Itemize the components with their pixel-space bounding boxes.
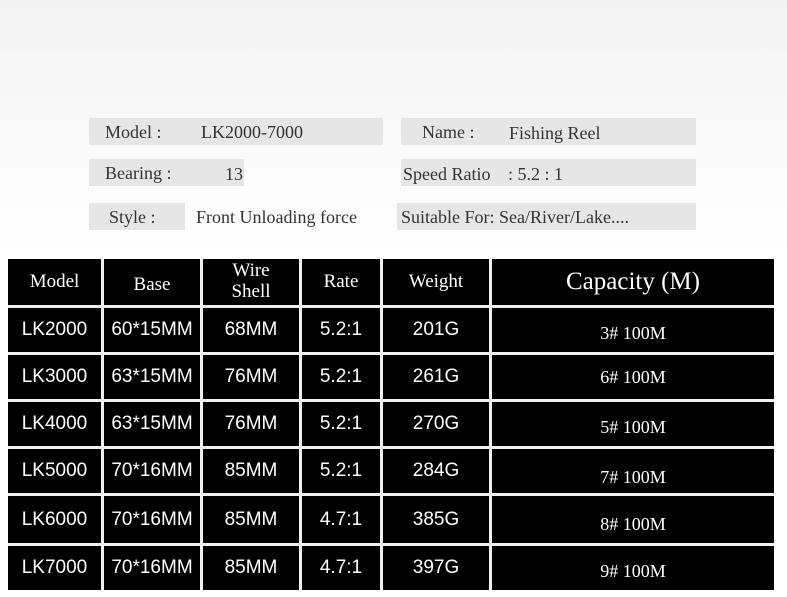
cell-wire: 85MM xyxy=(203,449,299,493)
cell-weight: 385G xyxy=(383,496,489,543)
cell-capacity: 9# 100M xyxy=(492,546,774,590)
style-label: Style : xyxy=(109,207,156,227)
cell-capacity: 6# 100M xyxy=(492,355,774,399)
model-spec-bar xyxy=(89,118,383,145)
cell-base: 70*16MM xyxy=(104,449,200,493)
cell-wire: 85MM xyxy=(203,496,299,543)
cell-model: LK4000 xyxy=(8,402,101,446)
cell-wire: 85MM xyxy=(203,546,299,590)
model-label: Model : xyxy=(105,122,162,142)
cell-weight: 201G xyxy=(383,308,489,352)
cell-rate: 5.2:1 xyxy=(302,308,380,352)
spec-table xyxy=(8,259,774,590)
cell-wire: 76MM xyxy=(203,402,299,446)
header-rate: Rate xyxy=(302,259,380,305)
cell-weight: 397G xyxy=(383,546,489,590)
cell-rate: 5.2:1 xyxy=(302,402,380,446)
name-label: Name : xyxy=(422,122,475,142)
header-capacity: Capacity (M) xyxy=(492,259,774,305)
cell-capacity: 8# 100M xyxy=(492,496,774,543)
bearing-label: Bearing : xyxy=(105,163,172,183)
speed-value: : 5.2 : 1 xyxy=(508,164,564,184)
cell-rate: 5.2:1 xyxy=(302,355,380,399)
cell-model: LK2000 xyxy=(8,308,101,352)
model-value: LK2000-7000 xyxy=(201,122,303,142)
cell-capacity: 7# 100M xyxy=(492,449,774,493)
style-value: Front Unloading force xyxy=(196,207,357,227)
header-wire-line2: Shell xyxy=(231,281,271,302)
speed-spec-bar xyxy=(401,159,696,186)
suitable-text: Suitable For: Sea/River/Lake.... xyxy=(401,207,629,227)
cell-model: LK6000 xyxy=(8,496,101,543)
cell-weight: 261G xyxy=(383,355,489,399)
bearing-value: 13 xyxy=(225,164,243,184)
cell-model: LK3000 xyxy=(8,355,101,399)
cell-base: 70*16MM xyxy=(104,546,200,590)
suitable-spec-bar xyxy=(397,203,696,230)
cell-base: 63*15MM xyxy=(104,355,200,399)
cell-model: LK7000 xyxy=(8,546,101,590)
header-wire-shell xyxy=(203,259,299,305)
name-spec-bar xyxy=(401,118,696,145)
style-spec-bar xyxy=(89,203,185,230)
header-wire-line1: Wire xyxy=(232,260,270,282)
cell-base: 70*16MM xyxy=(104,496,200,543)
cell-base: 63*15MM xyxy=(104,402,200,446)
bearing-spec-bar xyxy=(89,159,244,186)
cell-model: LK5000 xyxy=(8,449,101,493)
cell-weight: 284G xyxy=(383,449,489,493)
header-base: Base xyxy=(104,259,200,305)
cell-capacity: 3# 100M xyxy=(492,308,774,352)
cell-wire: 68MM xyxy=(203,308,299,352)
cell-capacity: 5# 100M xyxy=(492,402,774,446)
header-model: Model xyxy=(8,259,101,305)
header-weight: Weight xyxy=(383,259,489,305)
style-value-strip xyxy=(190,203,390,230)
cell-weight: 270G xyxy=(383,402,489,446)
speed-label: Speed Ratio xyxy=(403,164,491,184)
cell-rate: 4.7:1 xyxy=(302,496,380,543)
cell-rate: 5.2:1 xyxy=(302,449,380,493)
cell-wire: 76MM xyxy=(203,355,299,399)
cell-base: 60*15MM xyxy=(104,308,200,352)
cell-rate: 4.7:1 xyxy=(302,546,380,590)
name-value: Fishing Reel xyxy=(509,123,601,143)
